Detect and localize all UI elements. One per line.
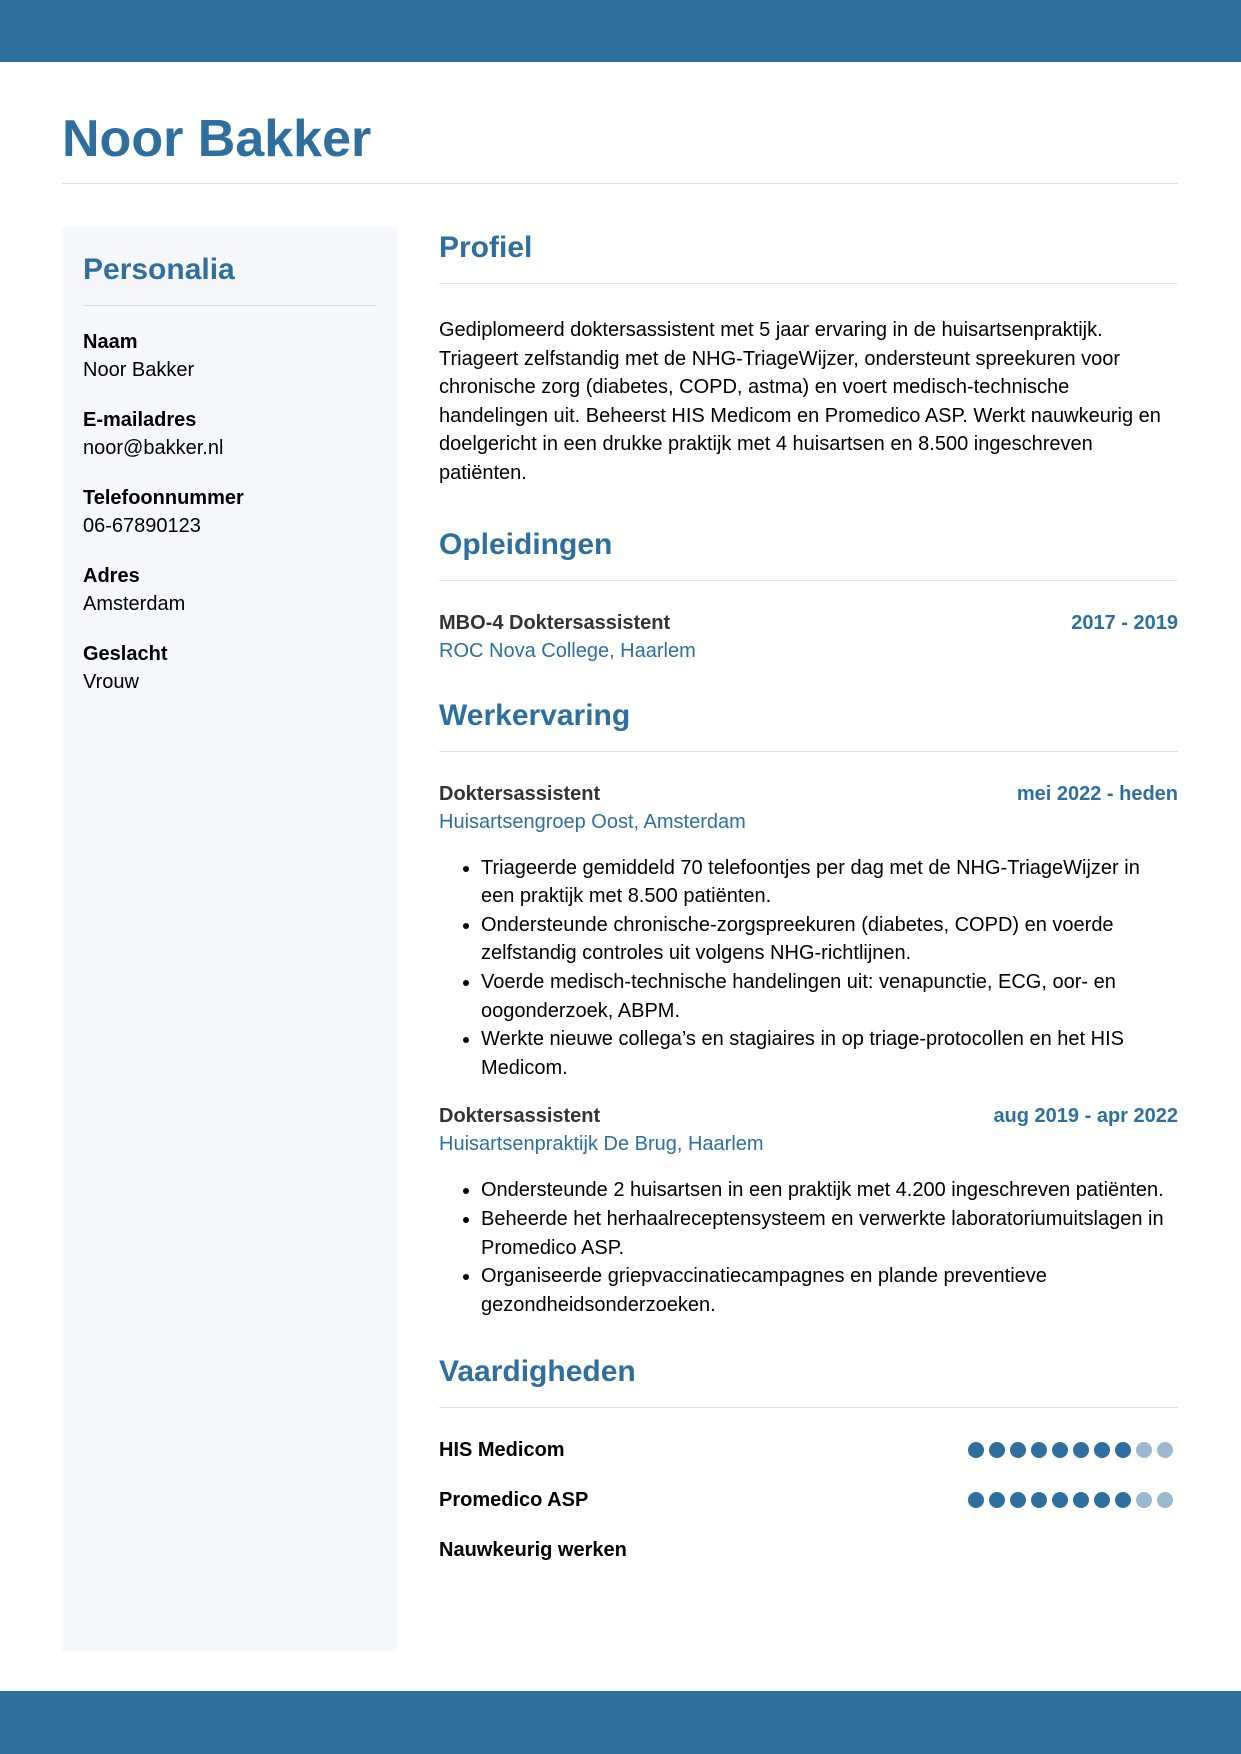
job-bullet: • Beheerde het herhaalreceptensysteem en verwerkte laboratoriumuitslagen in Promedico ASP.: [481, 1205, 1178, 1262]
rating-dot-filled: [1010, 1442, 1026, 1458]
candidate-name: Noor Bakker: [62, 110, 372, 168]
personal-value: noor@bakker.nl: [83, 437, 224, 459]
skill-row: [439, 1436, 1178, 1464]
skill-name: HIS Medicom: [439, 1438, 565, 1461]
personal-item-email: [83, 406, 376, 462]
job-date: mei 2022 - heden: [1016, 782, 1178, 805]
rating-dot-empty: [1157, 1442, 1173, 1458]
section-divider: [439, 1407, 1178, 1408]
rating-dot-filled: [968, 1492, 984, 1508]
bottom-color-bar: [0, 1691, 1241, 1754]
job-bullets: [439, 854, 1178, 1083]
job-bullet: • Werkte nieuwe collega’s en stagiaires in op triage-protocollen en het HIS Medicom.: [481, 1025, 1178, 1082]
skill-name: Nauwkeurig werken: [439, 1538, 627, 1561]
personal-value: 06-67890123: [83, 515, 201, 537]
experience-section: [439, 695, 1178, 1320]
job-title: Doktersassistent: [439, 782, 601, 805]
education-heading: Opleidingen: [439, 527, 613, 561]
rating-dot-empty: [1136, 1442, 1152, 1458]
skill-rating-dots: [968, 1492, 1178, 1508]
job-bullet: • Triageerde gemiddeld 70 telefoontjes per dag met de NHG-TriageWijzer in een praktijk met 8.500 patiënten.: [481, 854, 1178, 911]
rating-dot-filled: [1052, 1442, 1068, 1458]
personal-label: Adres: [83, 565, 140, 587]
education-entry: [439, 609, 1178, 665]
personal-value: Amsterdam: [83, 593, 186, 615]
job-bullet: • Organiseerde griepvaccinatiecampagnes en plande preventieve gezondheidsonderzoeken.: [481, 1262, 1178, 1319]
main-content: [439, 227, 1178, 1564]
rating-dot-empty: [1157, 1492, 1173, 1508]
rating-dot-filled: [1031, 1442, 1047, 1458]
section-divider: [439, 751, 1178, 752]
skill-row: [439, 1486, 1178, 1514]
header-divider: [62, 183, 1178, 184]
experience-entry: [439, 780, 1178, 1083]
personal-item-name: [83, 328, 376, 384]
rating-dot-filled: [1073, 1442, 1089, 1458]
personal-item-phone: [83, 484, 376, 540]
rating-dot-filled: [1052, 1492, 1068, 1508]
job-title: Doktersassistent: [439, 1105, 601, 1128]
personal-value: Noor Bakker: [83, 359, 195, 381]
skills-heading: Vaardigheden: [439, 1355, 636, 1389]
rating-dot-empty: [1136, 1492, 1152, 1508]
profile-heading: Profiel: [439, 231, 533, 264]
personalia-sidebar: [62, 227, 397, 1651]
section-divider: [439, 580, 1178, 581]
profile-section: [439, 227, 1178, 488]
section-divider: [439, 283, 1178, 284]
job-bullet: • Ondersteunde 2 huisartsen in een praktijk met 4.200 ingeschreven patiënten.: [481, 1176, 1178, 1205]
experience-entry: [439, 1102, 1178, 1319]
rating-dot-filled: [1115, 1492, 1131, 1508]
skill-rating-dots: [968, 1442, 1178, 1458]
personalia-heading: Personalia: [83, 253, 235, 286]
skills-list: [439, 1436, 1178, 1564]
skill-row: [439, 1536, 1178, 1564]
personal-label: E-mailadres: [83, 409, 197, 431]
personal-label: Telefoonnummer: [83, 487, 244, 509]
job-employer: Huisartsengroep Oost, Amsterdam: [439, 810, 746, 833]
personal-label: Geslacht: [83, 643, 168, 665]
rating-dot-filled: [1010, 1492, 1026, 1508]
job-bullet: • Voerde medisch-technische handelingen uit: venapunctie, ECG, oor- en oogonderzoek, ABPM.: [481, 968, 1178, 1025]
rating-dot-filled: [1094, 1492, 1110, 1508]
skills-section: [439, 1351, 1178, 1564]
rating-dot-filled: [989, 1492, 1005, 1508]
job-date: aug 2019 - apr 2022: [993, 1105, 1178, 1128]
personal-value: Vrouw: [83, 671, 139, 693]
education-title: MBO-4 Doktersassistent: [439, 611, 671, 634]
education-date: 2017 - 2019: [1071, 611, 1178, 634]
skill-name: Promedico ASP: [439, 1488, 589, 1511]
personalia-divider: [83, 305, 376, 306]
personal-item-gender: [83, 640, 376, 696]
profile-text: Gediplomeerd doktersassistent met 5 jaar ervaring in de huisartsenpraktijk. Triageert zelfstandig met de NHG-TriageWijzer, ondersteunt spreekuren voor chronische zorg (diabetes, COPD, astma) en voert medisch-technische handelingen uit. Beheerst HIS Medicom en Promedico ASP. Werkt nauwkeurig en doelgericht in een drukke praktijk met 4 huisartsen en 8.500 ingeschreven patiënten.: [439, 319, 1161, 484]
top-color-bar: [0, 0, 1241, 62]
experience-heading: Werkervaring: [439, 698, 631, 732]
job-employer: Huisartsenpraktijk De Brug, Haarlem: [439, 1133, 764, 1156]
rating-dot-filled: [1094, 1442, 1110, 1458]
job-bullet: • Ondersteunde chronische-zorgspreekuren (diabetes, COPD) en voerde zelfstandig controles uit volgens NHG-richtlijnen.: [481, 911, 1178, 968]
personal-item-address: [83, 562, 376, 618]
personal-label: Naam: [83, 331, 138, 353]
rating-dot-filled: [1031, 1492, 1047, 1508]
rating-dot-filled: [968, 1442, 984, 1458]
job-bullets: [439, 1176, 1178, 1319]
rating-dot-filled: [1073, 1492, 1089, 1508]
education-section: [439, 524, 1178, 665]
education-institution: ROC Nova College, Haarlem: [439, 639, 696, 662]
rating-dot-filled: [1115, 1442, 1131, 1458]
rating-dot-filled: [989, 1442, 1005, 1458]
